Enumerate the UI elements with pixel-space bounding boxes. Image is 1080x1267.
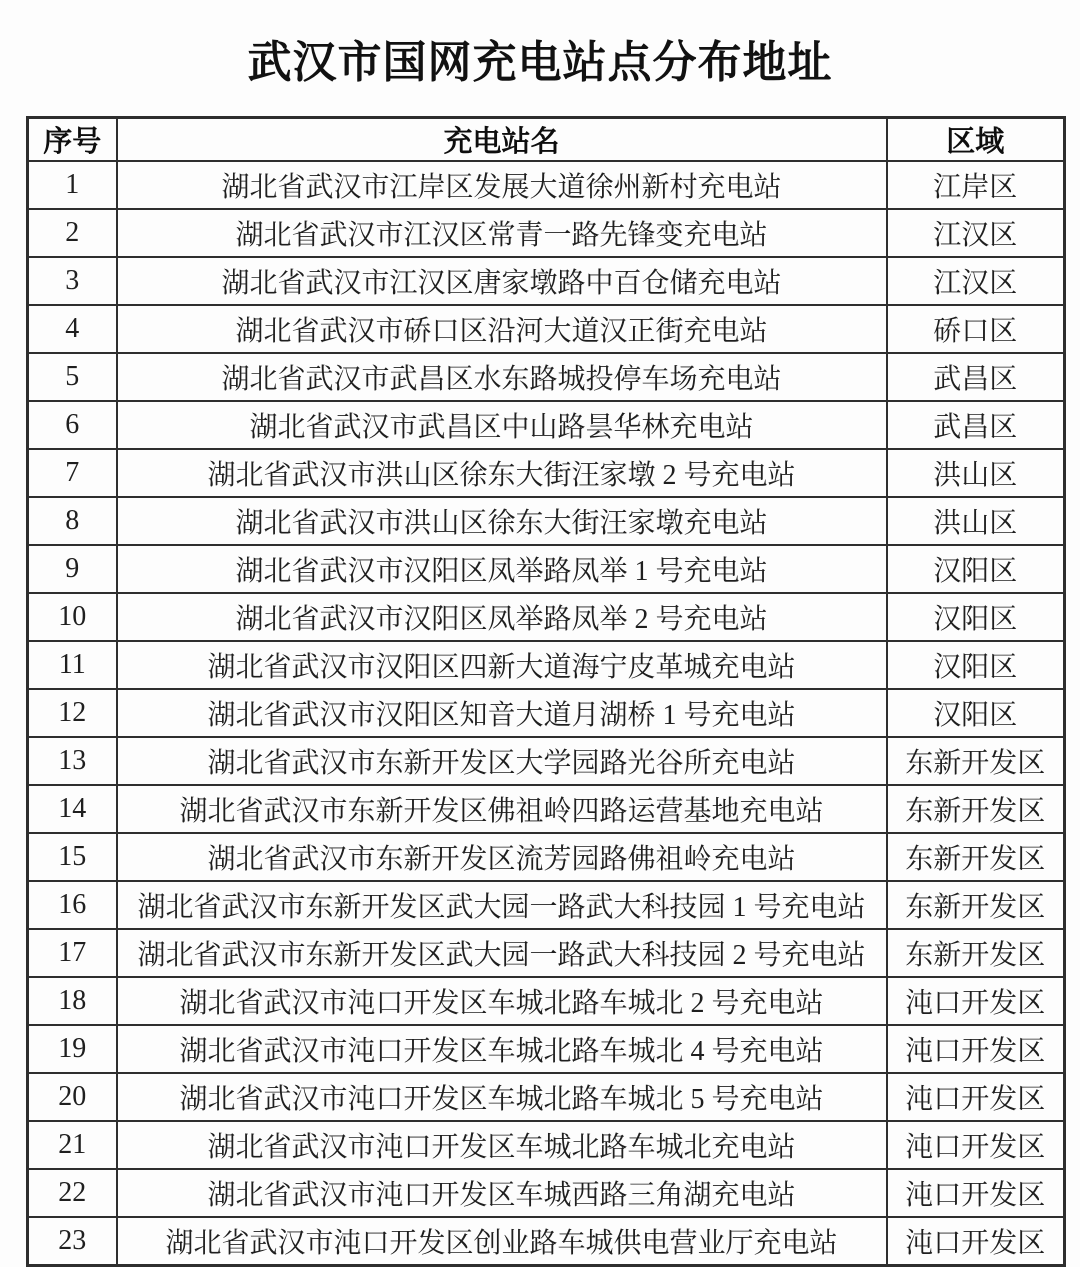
row-number-cell: 14: [28, 785, 117, 833]
district-cell: 东新开发区: [887, 785, 1065, 833]
table-row: [28, 737, 1065, 785]
station-name-cell: 湖北省武汉市沌口开发区车城北路车城北 2 号充电站: [117, 977, 887, 1025]
district-cell: 硚口区: [887, 305, 1065, 353]
station-name-cell: 湖北省武汉市汉阳区四新大道海宁皮革城充电站: [117, 641, 887, 689]
station-name-cell: 湖北省武汉市洪山区徐东大街汪家墩 2 号充电站: [117, 449, 887, 497]
table-row: [28, 353, 1065, 401]
station-name-cell: 湖北省武汉市江汉区唐家墩路中百仓储充电站: [117, 257, 887, 305]
table-row: [28, 689, 1065, 737]
station-name-cell: 湖北省武汉市江汉区常青一路先锋变充电站: [117, 209, 887, 257]
district-cell: 江汉区: [887, 257, 1065, 305]
header-row: [28, 118, 1065, 162]
table-row: [28, 641, 1065, 689]
district-cell: 沌口开发区: [887, 1217, 1065, 1266]
district-cell: 东新开发区: [887, 737, 1065, 785]
table-row: [28, 785, 1065, 833]
station-name-cell: 湖北省武汉市武昌区中山路昙华林充电站: [117, 401, 887, 449]
district-cell: 东新开发区: [887, 833, 1065, 881]
row-number-cell: 22: [28, 1169, 117, 1217]
table-row: [28, 881, 1065, 929]
table-row: [28, 1073, 1065, 1121]
district-cell: 沌口开发区: [887, 1169, 1065, 1217]
district-cell: 沌口开发区: [887, 1073, 1065, 1121]
table-row: [28, 833, 1065, 881]
station-name-cell: 湖北省武汉市沌口开发区车城西路三角湖充电站: [117, 1169, 887, 1217]
row-number-cell: 5: [28, 353, 117, 401]
station-name-cell: 湖北省武汉市沌口开发区车城北路车城北充电站: [117, 1121, 887, 1169]
district-cell: 汉阳区: [887, 641, 1065, 689]
row-number-cell: 17: [28, 929, 117, 977]
page-title: 武汉市国网充电站点分布地址: [247, 38, 833, 87]
district-cell: 沌口开发区: [887, 1121, 1065, 1169]
district-cell: 汉阳区: [887, 593, 1065, 641]
district-cell: 东新开发区: [887, 929, 1065, 977]
header-district: 区域: [887, 118, 1065, 162]
table-row: [28, 305, 1065, 353]
district-cell: 汉阳区: [887, 545, 1065, 593]
row-number-cell: 16: [28, 881, 117, 929]
table-header: [28, 118, 1065, 162]
table-row: [28, 977, 1065, 1025]
table-row: [28, 449, 1065, 497]
table-row: [28, 257, 1065, 305]
station-name-cell: 湖北省武汉市沌口开发区车城北路车城北 5 号充电站: [117, 1073, 887, 1121]
row-number-cell: 23: [28, 1217, 117, 1266]
station-name-cell: 湖北省武汉市沌口开发区创业路车城供电营业厅充电站: [117, 1217, 887, 1266]
station-name-cell: 湖北省武汉市东新开发区流芳园路佛祖岭充电站: [117, 833, 887, 881]
row-number-cell: 13: [28, 737, 117, 785]
district-cell: 沌口开发区: [887, 977, 1065, 1025]
station-name-cell: 湖北省武汉市硚口区沿河大道汉正街充电站: [117, 305, 887, 353]
row-number-cell: 18: [28, 977, 117, 1025]
station-name-cell: 湖北省武汉市江岸区发展大道徐州新村充电站: [117, 161, 887, 209]
district-cell: 武昌区: [887, 353, 1065, 401]
header-station-name: 充电站名: [117, 118, 887, 162]
row-number-cell: 15: [28, 833, 117, 881]
table-row: [28, 1025, 1065, 1073]
station-name-cell: 湖北省武汉市沌口开发区车城北路车城北 4 号充电站: [117, 1025, 887, 1073]
row-number-cell: 11: [28, 641, 117, 689]
station-name-cell: 湖北省武汉市东新开发区武大园一路武大科技园 2 号充电站: [117, 929, 887, 977]
row-number-cell: 1: [28, 161, 117, 209]
row-number-cell: 20: [28, 1073, 117, 1121]
row-number-cell: 7: [28, 449, 117, 497]
district-cell: 洪山区: [887, 449, 1065, 497]
table-row: [28, 161, 1065, 209]
table-row: [28, 1217, 1065, 1266]
district-cell: 汉阳区: [887, 689, 1065, 737]
row-number-cell: 10: [28, 593, 117, 641]
district-cell: 江汉区: [887, 209, 1065, 257]
row-number-cell: 9: [28, 545, 117, 593]
table-row: [28, 497, 1065, 545]
row-number-cell: 12: [28, 689, 117, 737]
station-name-cell: 湖北省武汉市武昌区水东路城投停车场充电站: [117, 353, 887, 401]
table-body: [28, 161, 1065, 1266]
station-name-cell: 湖北省武汉市汉阳区知音大道月湖桥 1 号充电站: [117, 689, 887, 737]
table-row: [28, 1169, 1065, 1217]
row-number-cell: 4: [28, 305, 117, 353]
table-row: [28, 209, 1065, 257]
station-name-cell: 湖北省武汉市东新开发区佛祖岭四路运营基地充电站: [117, 785, 887, 833]
district-cell: 武昌区: [887, 401, 1065, 449]
row-number-cell: 2: [28, 209, 117, 257]
station-name-cell: 湖北省武汉市东新开发区大学园路光谷所充电站: [117, 737, 887, 785]
row-number-cell: 8: [28, 497, 117, 545]
row-number-cell: 21: [28, 1121, 117, 1169]
district-cell: 江岸区: [887, 161, 1065, 209]
table-row: [28, 1121, 1065, 1169]
station-name-cell: 湖北省武汉市汉阳区凤举路凤举 1 号充电站: [117, 545, 887, 593]
table-row: [28, 545, 1065, 593]
header-serial-number: 序号: [28, 118, 117, 162]
row-number-cell: 6: [28, 401, 117, 449]
district-cell: 沌口开发区: [887, 1025, 1065, 1073]
station-name-cell: 湖北省武汉市东新开发区武大园一路武大科技园 1 号充电站: [117, 881, 887, 929]
district-cell: 洪山区: [887, 497, 1065, 545]
district-cell: 东新开发区: [887, 881, 1065, 929]
table-row: [28, 929, 1065, 977]
table-row: [28, 401, 1065, 449]
station-name-cell: 湖北省武汉市汉阳区凤举路凤举 2 号充电站: [117, 593, 887, 641]
table-row: [28, 593, 1065, 641]
station-name-cell: 湖北省武汉市洪山区徐东大街汪家墩充电站: [117, 497, 887, 545]
row-number-cell: 3: [28, 257, 117, 305]
row-number-cell: 19: [28, 1025, 117, 1073]
charging-stations-table: [26, 116, 1066, 1267]
